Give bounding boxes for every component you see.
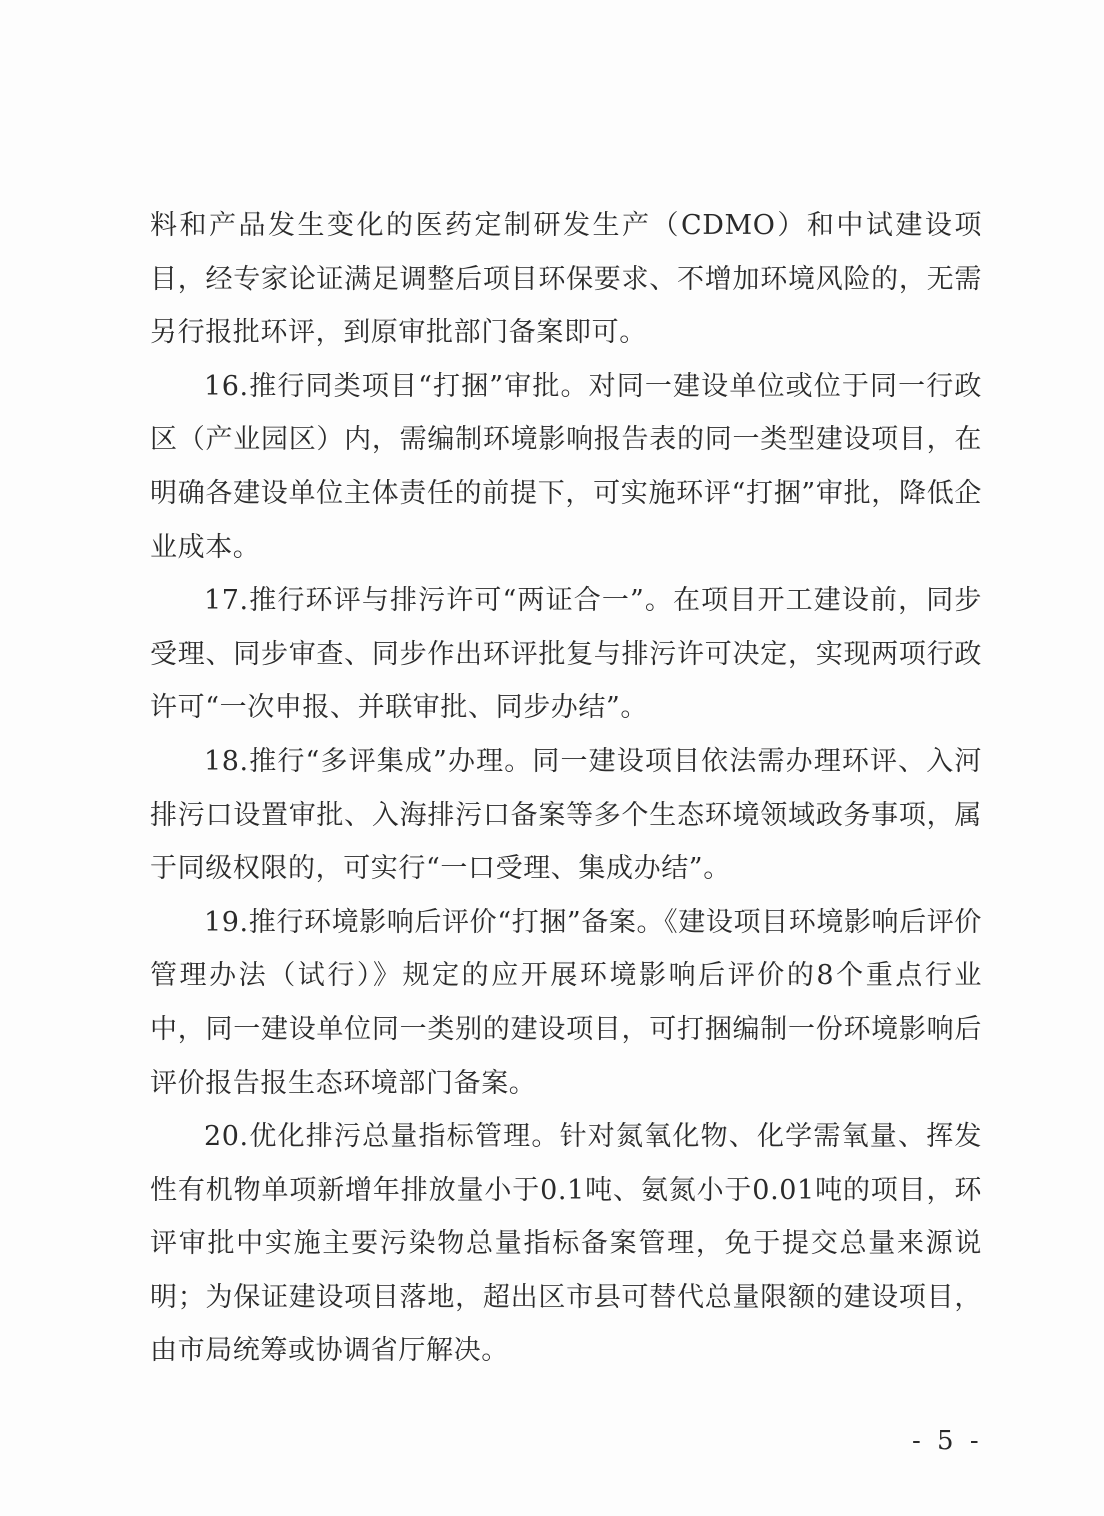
page-number: - 5 - [912,1426,983,1456]
paragraph-item-20: 20.优化排污总量指标管理。针对氮氧化物、化学需氧量、挥发性有机物单项新增年排放量小于0.1吨、氨氮小于0.01吨的项目，环评审批中实施主要污染物总量指标备案管理，免于提交总量来源说明；为保证建设项目落地，超出区市县可替代总量限额的建设项目，由市局统筹或协调省厅解决。 [150,1121,982,1367]
paragraph-item-16: 16.推行同类项目“打捆”审批。对同一建设单位或位于同一行政区（产业园区）内，需编制环境影响报告表的同一类型建设项目，在明确各建设单位主体责任的前提下，可实施环评“打捆”审批，降低企业成本。 [150,370,982,563]
paragraph-item-18: 18.推行“多评集成”办理。同一建设项目依法需办理环评、入河排污口设置审批、入海排污口备案等多个生态环境领域政务事项，属于同级权限的，可实行“一口受理、集成办结”。 [150,745,982,885]
paragraph-item-17: 17.推行环评与排污许可“两证合一”。在项目开工建设前，同步受理、同步审查、同步作出环评批复与排污许可决定，实现两项行政许可“一次申报、并联审批、同步办结”。 [150,585,982,724]
paragraph-item-19: 19.推行环境影响后评价“打捆”备案。《建设项目环境影响后评价管理办法（试行）》规定的应开展环境影响后评价的8个重点行业中，同一建设单位同一类别的建设项目，可打捆编制一份环境影响后评价报告报生态环境部门备案。 [150,906,982,1099]
paragraph-continuation: 料和产品发生变化的医药定制研发生产（CDMO）和中试建设项目，经专家论证满足调整后项目环保要求、不增加环境风险的，无需另行报批环评，到原审批部门备案即可。 [150,210,982,349]
document-body [150,199,982,1378]
